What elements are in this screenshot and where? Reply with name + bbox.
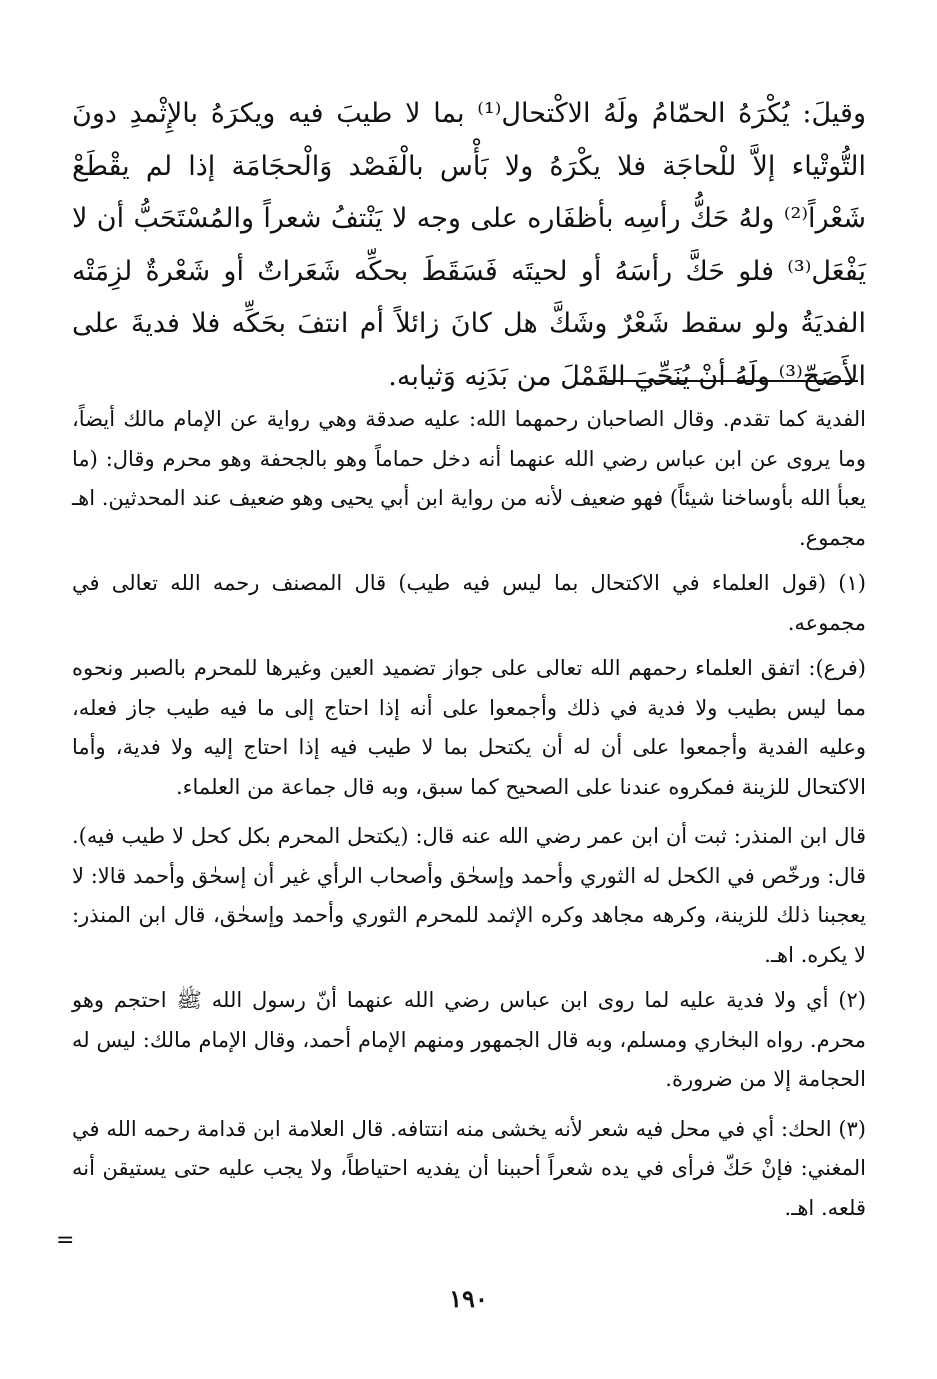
footnote-continuation: الفدية كما تقدم. وقال الصاحبان رحمهما الله: عليه صدقة وهي رواية عن الإمام مالك أيضاً، وما يروى عن ابن عباس رضي الله عنهما أنه دخل حماماً وهو بالجحفة وهو محرم وقال: (ما يعبأ الله بأوساخنا شيئاً) فهو ضعيف لأنه من رواية ابن أبي يحيى وهو ضعيف عند المحدثين. اهـ مجموع. (72, 407, 866, 550)
footnote-separator (607, 380, 858, 382)
footnote-1-branch: (فرع): اتفق العلماء رحمهم الله تعالى على جواز تضميد العين وغيرها للمحرم بالصبر ونحوه مما ليس بطيب ولا فدية في ذلك وأجمعوا على أنه إذا احتاج إلى ما فيه طيب جاز فعله، وعليه الفدية وأجمعوا على أن له أن يكتحل بما لا طيب فيه إذا احتاج إليه ولا فدية، وأما الاكتحال للزينة فمكروه عندنا على الصحيح كما سبق، وبه قال جماعة من العلماء. (72, 656, 866, 799)
footnote-3: (٣) الحك: أي في محل فيه شعر لأنه يخشى منه انتتافه. قال العلامة ابن قدامة رحمه الله في المغني: فإنْ حَكّ فرأى في يده شعراً أحببنا أن يفديه احتياطاً، ولا يجب عليه حتى يستيقن أنه قلعه. اهـ. (72, 1116, 866, 1220)
main-paragraph: وقيلَ: يُكْرَهُ الحمّامُ ولَهُ الاكْتحال⁽¹⁾ بما لا طيبَ فيه ويكرَهُ بالإِثْمدِ دونَ التُّوتْياء إلاَّ للْحاجَة فلا يكْرَهُ ولا بَأْس بالْفَصْد وَالْحجَامَة إذا لم يقْطَعْ شَعْراً⁽²⁾ ولهُ حَكُّ رأسِه بأظفَاره على وجه لا يَنْتفُ شعراً والمُسْتَحَبُّ أن لا يَفْعَل⁽³⁾ فلو حَكَّ رأسَهُ أو لحيتَه فَسَقَطَ بحكِّه شَعَراتٌ أو شَعْرةٌ لزِمَتْه الفديَةُ ولو سقط شَعْرٌ وشَكَّ هل كانَ زائلاً أم انتفَ بحَكِّه فلا فديةَ على الأَصَحّ⁽³⁾ ولَهُ أنْ يُنَحِّيَ القَمْلَ من بَدَنِه وَثيابه. (72, 98, 866, 392)
main-text-block (72, 88, 866, 403)
page-number: ١٩٠ (449, 1284, 488, 1313)
footnotes-block (72, 400, 866, 1228)
footnote-1: (١) (قول العلماء في الاكتحال بما ليس فيه طيب) قال المصنف رحمه الله تعالى في مجموعه. (72, 571, 866, 635)
footnote-2: (٢) أي ولا فدية عليه لما روى ابن عباس رضي الله عنهما أنّ رسول الله ﷺ احتجم وهو محرم. رواه البخاري ومسلم، وبه قال الجمهور ومنهم الإمام أحمد، وقال الإمام مالك: ليس له الحجامة إلا من ضرورة. (72, 988, 866, 1091)
footnote-1-ibn-al-mundhir: قال ابن المنذر: ثبت أن ابن عمر رضي الله عنه قال: (يكتحل المحرم بكل كحل لا طيب فيه). قال: ورخّص في الكحل له الثوري وأحمد وإسحٰق وأصحاب الرأي غير أن إسحٰق وأحمد قالا: لا يعجبنا ذلك للزينة، وكرهه مجاهد وكره الإثمد للمحرم الثوري وأحمد وإسحٰق، قال ابن المنذر: لا يكره. اهـ. (72, 824, 866, 967)
continuation-mark: = (56, 1228, 75, 1253)
